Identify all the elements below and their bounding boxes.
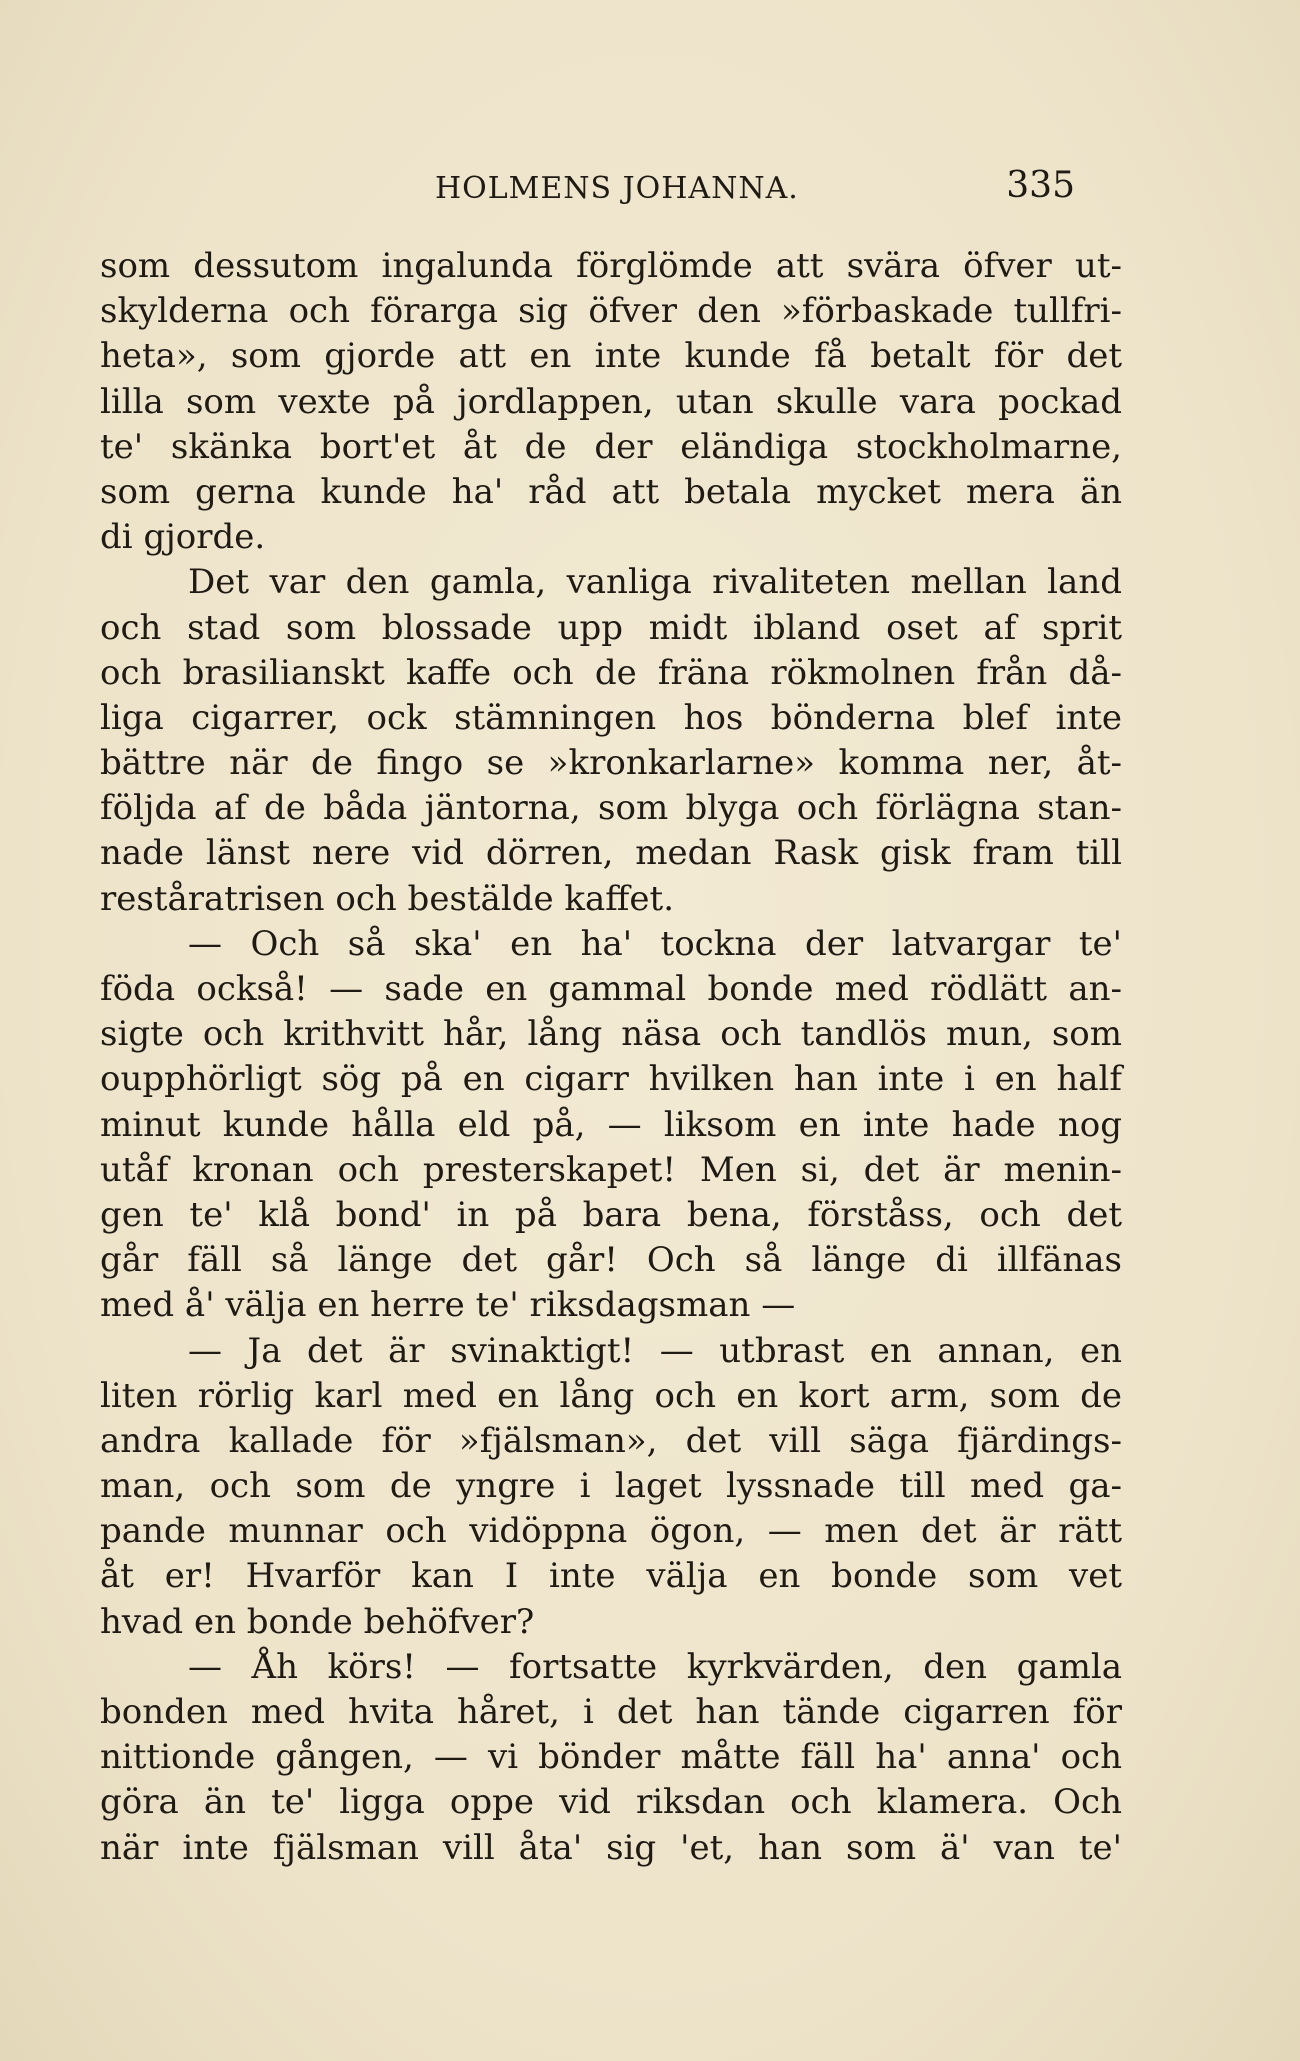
text-line: liga cigarrer, ock stämningen hos bönderna blef inte: [100, 697, 1122, 738]
text-line: utåf kronan och presterskapet! Men si, det är menin-: [100, 1149, 1122, 1190]
paragraph: [100, 922, 1122, 1329]
paragraph: [100, 1645, 1122, 1871]
text-line: åt er! Hvarför kan I inte välja en bonde som vet: [100, 1556, 1122, 1597]
text-line: heta», som gjorde att en inte kunde få betalt för det: [100, 336, 1122, 377]
text-line: reståratrisen och bestälde kaffet.: [100, 878, 675, 919]
text-line: lilla som vexte på jordlappen, utan skulle vara pockad: [100, 381, 1122, 422]
paragraph: [100, 244, 1122, 560]
text-line: — Och så ska' en ha' tockna der latvargar te': [188, 923, 1122, 964]
text-line: di gjorde.: [100, 517, 266, 558]
text-line: och stad som blossade upp midt ibland oset af sprit: [100, 607, 1122, 648]
text-line: nittionde gången, — vi bönder måtte fäll ha' anna' och: [100, 1737, 1122, 1778]
page-number: 335: [1006, 165, 1075, 206]
paragraph: [100, 560, 1122, 922]
text-line: — Ja det är svinaktigt! — utbrast en annan, en: [188, 1330, 1122, 1371]
text-line: minut kunde hålla eld på, — liksom en inte hade nog: [100, 1104, 1122, 1145]
text-line: följda af de båda jäntorna, som blyga och förlägna stan-: [100, 788, 1122, 829]
text-line: pande munnar och vidöppna ögon, — men det är rätt: [100, 1511, 1122, 1552]
text-line: gen te' klå bond' in på bara bena, förståss, och det: [100, 1194, 1122, 1235]
text-line: när inte fjälsman vill åta' sig 'et, han som ä' van te': [100, 1827, 1122, 1868]
text-line: nade länst nere vid dörren, medan Rask gisk fram till: [100, 833, 1122, 874]
text-line: andra kallade för »fjälsman», det vill säga fjärdings-: [100, 1420, 1122, 1461]
text-line: oupphörligt sög på en cigarr hvilken han inte i en half: [100, 1059, 1122, 1100]
text-line: bättre när de fingo se »kronkarlarne» komma ner, åt-: [100, 743, 1122, 784]
text-line: föda också! — sade en gammal bonde med rödlätt an-: [100, 969, 1122, 1009]
text-line: — Åh körs! — fortsatte kyrkvärden, den gamla: [188, 1646, 1122, 1687]
text-line: bonden med hvita håret, i det han tände cigarren för: [100, 1692, 1122, 1732]
text-line: med å' välja en herre te' riksdagsman —: [100, 1285, 796, 1326]
paragraph: [100, 1329, 1122, 1645]
text-line: hvad en bonde behöfver?: [100, 1601, 535, 1642]
text-line: som dessutom ingalunda förglömde att svära öfver ut-: [100, 246, 1122, 286]
page-header: [100, 165, 1120, 215]
text-line: göra än te' ligga oppe vid riksdan och klamera. Och: [100, 1782, 1122, 1823]
running-title: HOLMENS JOHANNA.: [435, 171, 799, 206]
text-line: sigte och krithvitt hår, lång näsa och tandlös mun, som: [100, 1014, 1122, 1055]
text-line: liten rörlig karl med en lång och en kort arm, som de: [100, 1375, 1122, 1416]
text-line: som gerna kunde ha' råd att betala mycket mera än: [100, 471, 1122, 512]
text-line: man, och som de yngre i laget lyssnade till med ga-: [100, 1466, 1122, 1507]
body-text: [100, 244, 1122, 1871]
text-line: Det var den gamla, vanliga rivaliteten mellan land: [188, 562, 1122, 603]
text-line: skylderna och förarga sig öfver den »förbaskade tullfri-: [100, 291, 1122, 332]
text-line: och brasilianskt kaffe och de fräna rökmolnen från då-: [100, 652, 1122, 693]
text-line: te' skänka bort'et åt de der eländiga stockholmarne,: [100, 426, 1122, 467]
text-line: går fäll så länge det går! Och så länge di illfänas: [100, 1240, 1122, 1281]
